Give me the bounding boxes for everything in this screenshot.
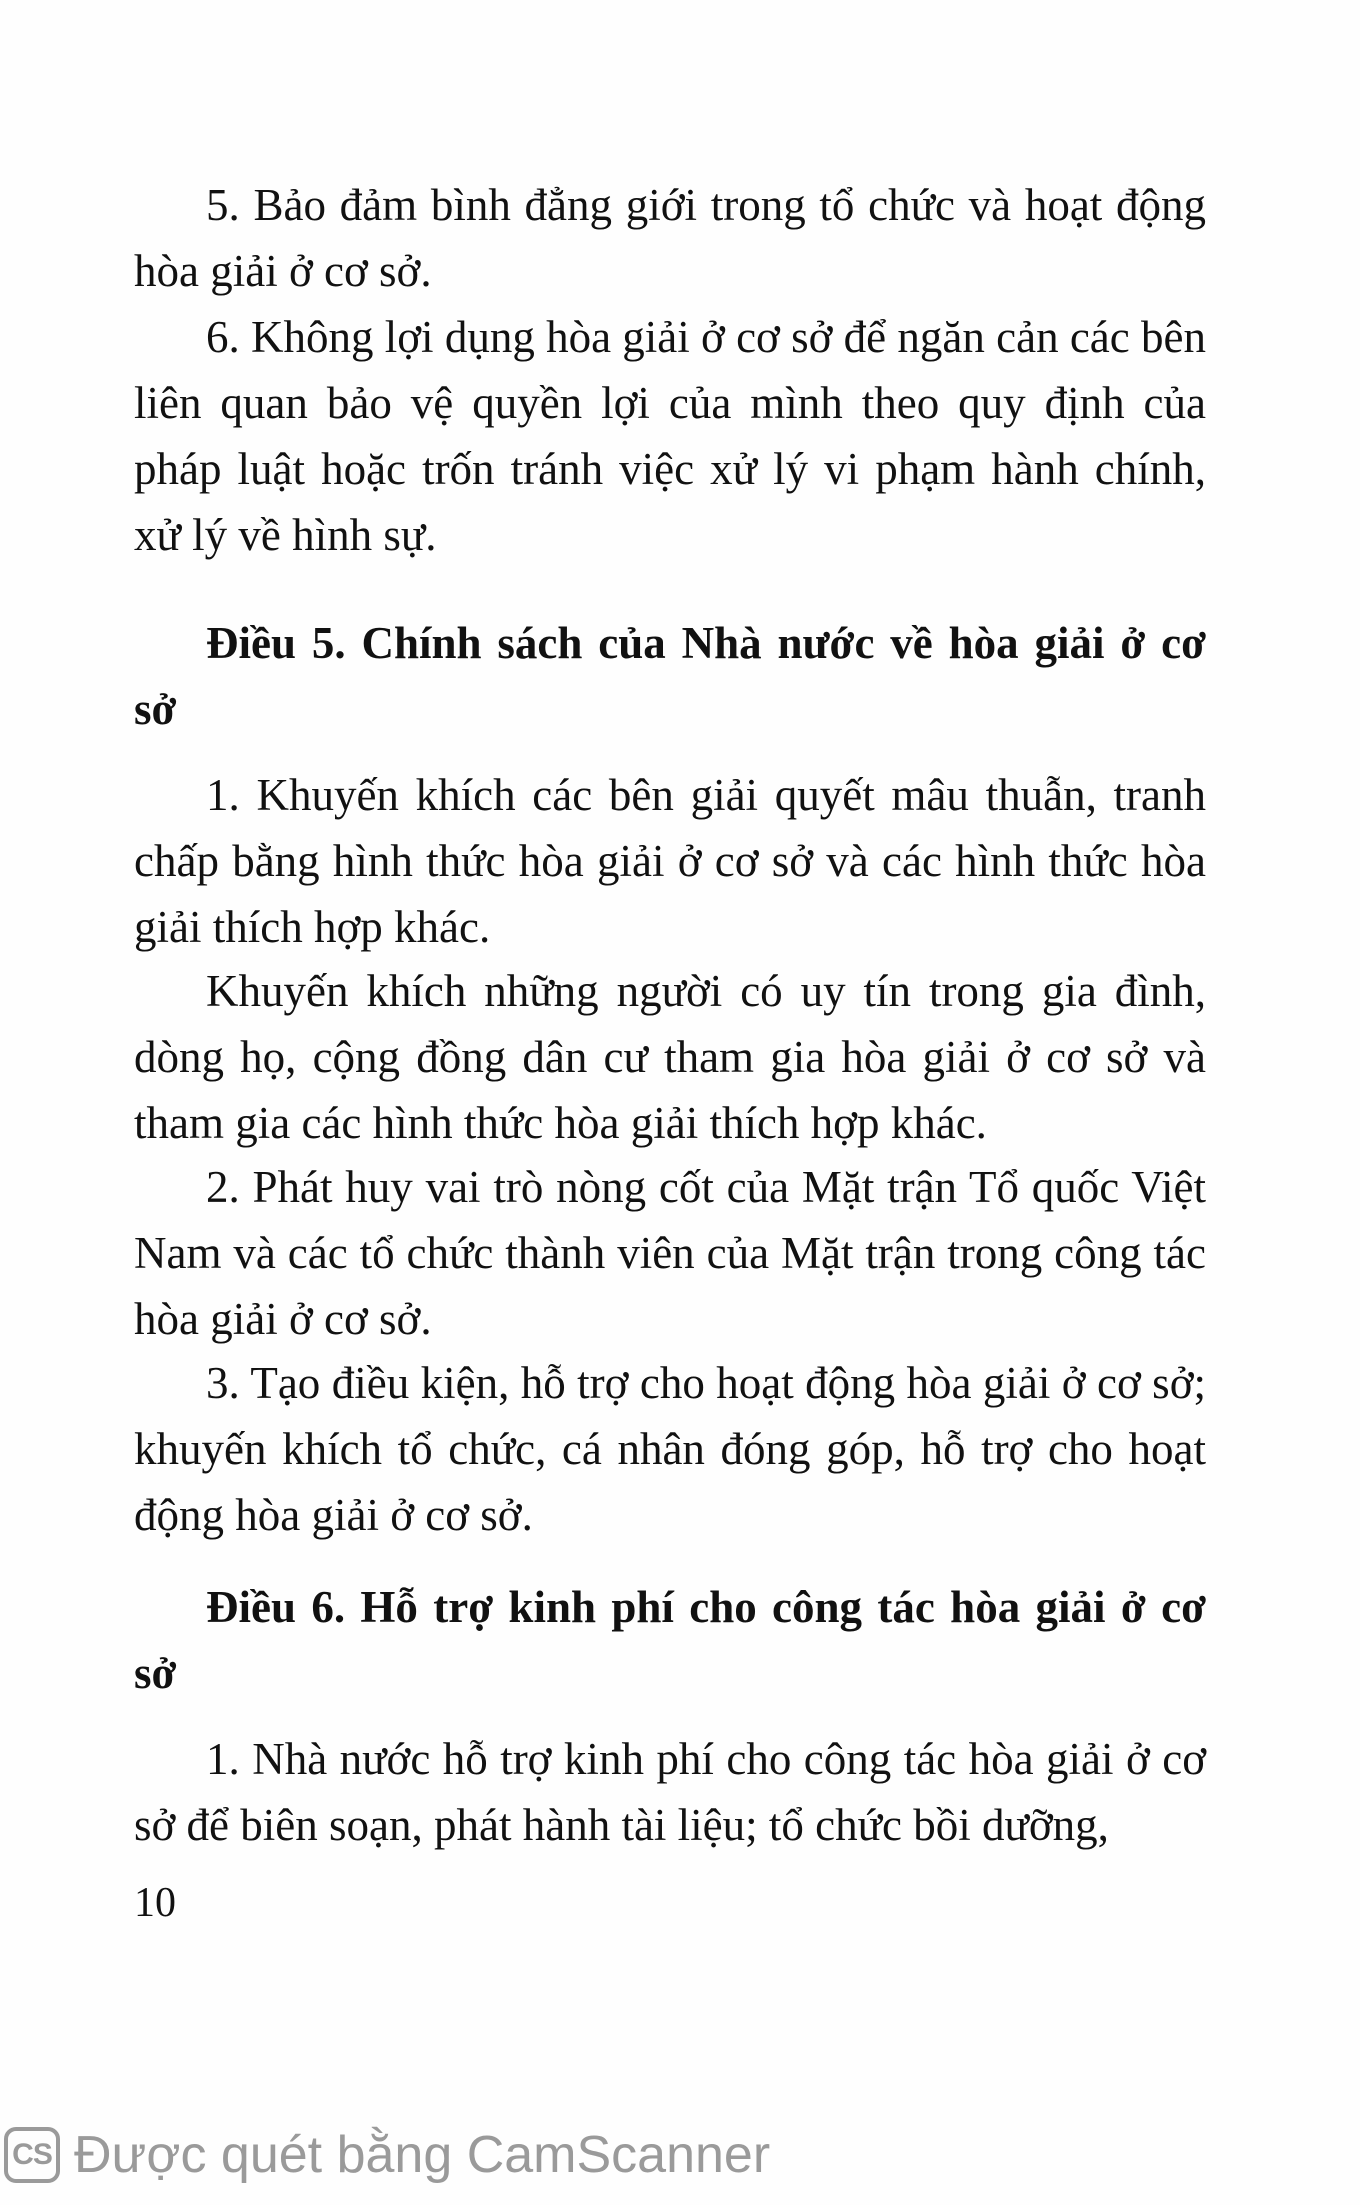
watermark-text: Được quét bằng CamScanner (74, 2126, 771, 2184)
article-5-item-1-paragraph-2: Khuyến khích những người có uy tín trong gia đình, dòng họ, cộng đồng dân cư tham gia hòa giải ở cơ sở và tham gia các hình thức hòa giải thích hợp khác. (134, 966, 1206, 1148)
page-number: 10 (134, 1880, 176, 1926)
paragraph-item-5: 5. Bảo đảm bình đẳng giới trong tổ chức và hoạt động hòa giải ở cơ sở. (134, 180, 1206, 296)
paragraph-item-6: 6. Không lợi dụng hòa giải ở cơ sở để ngăn cản các bên liên quan bảo vệ quyền lợi của mình theo quy định của pháp luật hoặc trốn tránh việc xử lý vi phạm hành chính, xử lý về hình sự. (134, 312, 1206, 560)
article-5-item-3: 3. Tạo điều kiện, hỗ trợ cho hoạt động hòa giải ở cơ sở; khuyến khích tổ chức, cá nhân đóng góp, hỗ trợ cho hoạt động hòa giải ở cơ sở. (134, 1358, 1206, 1540)
article-6-heading: Điều 6. Hỗ trợ kinh phí cho công tác hòa giải ở cơ sở (134, 1582, 1206, 1698)
article-6-item-1: 1. Nhà nước hỗ trợ kinh phí cho công tác hòa giải ở cơ sở để biên soạn, phát hành tài liệu; tổ chức bồi dưỡng, (134, 1734, 1206, 1850)
article-5-heading: Điều 5. Chính sách của Nhà nước về hòa giải ở cơ sở (134, 618, 1206, 734)
article-5-item-1: 1. Khuyến khích các bên giải quyết mâu thuẫn, tranh chấp bằng hình thức hòa giải ở cơ sở và các hình thức hòa giải thích hợp khác. (134, 770, 1206, 952)
article-5-item-2: 2. Phát huy vai trò nòng cốt của Mặt trận Tổ quốc Việt Nam và các tổ chức thành viên của Mặt trận trong công tác hòa giải ở cơ sở. (134, 1162, 1206, 1344)
camscanner-watermark (4, 2120, 770, 2190)
camscanner-logo-icon: CS (4, 2127, 60, 2183)
